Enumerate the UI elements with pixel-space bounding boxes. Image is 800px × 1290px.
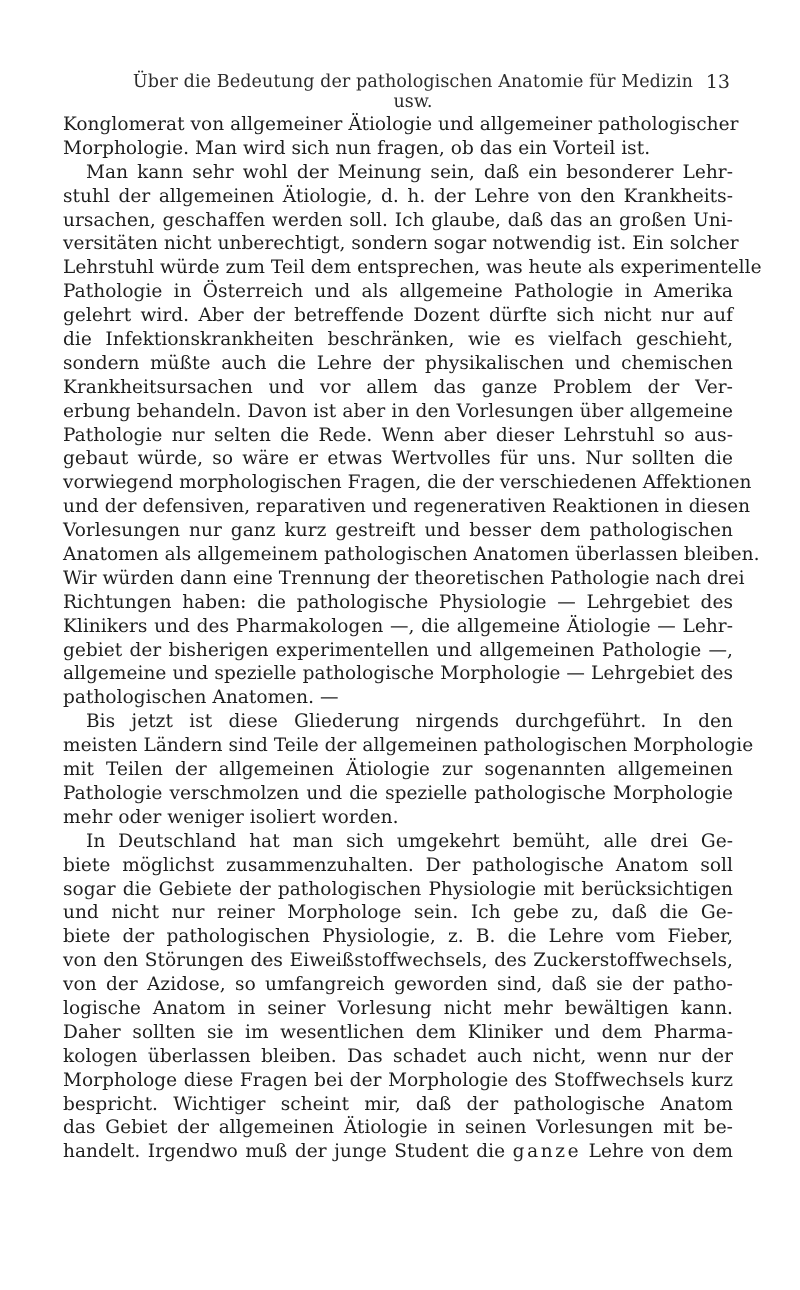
text-line: bespricht. Wichtiger scheint mir, daß der pathologische Anatom (63, 1093, 733, 1115)
text-line: Richtungen haben: die pathologische Physiologie — Lehrgebiet des (63, 591, 733, 613)
text-line: Konglomerat von allgemeiner Ätiologie und allgemeiner pathologischer (63, 114, 739, 135)
text-line: Krankheitsursachen und vor allem das ganze Problem der Ver- (63, 376, 733, 398)
text-line: von der Azidose, so umfangreich geworden sind, daß sie der patho- (63, 974, 733, 996)
body-text (63, 113, 762, 1164)
text-line: pathologischen Anatomen. — (63, 687, 339, 709)
paragraph-first-line: Bis jetzt ist diese Gliederung nirgends durchgeführt. In den (86, 711, 733, 733)
text-line (63, 1140, 733, 1164)
text-line: allgemeine und spezielle pathologische Morphologie — Lehrgebiet des (63, 663, 733, 685)
text-line: sogar die Gebiete der pathologischen Physiologie mit berücksichtigen (63, 878, 733, 900)
text-line: Klinikers und des Pharmakologen —, die allgemeine Ätiologie — Lehr- (63, 615, 733, 637)
text-line: sondern müßte auch die Lehre der physikalischen und chemischen (63, 352, 733, 374)
text-segment: handelt. Irgendwo muß der junge Student die (63, 1141, 506, 1163)
text-line: und nicht nur reiner Morphologe sein. Ich gebe zu, daß die Ge- (63, 902, 733, 924)
running-head (113, 71, 730, 112)
page-number: 13 (705, 71, 730, 93)
text-line: mit Teilen der allgemeinen Ätiologie zur sogenannten allgemeinen (63, 759, 733, 781)
text-line: die Infektionskrankheiten beschränken, wie es vielfach geschieht, (63, 329, 733, 351)
text-line: Pathologie in Österreich und als allgemeine Pathologie in Amerika (63, 281, 733, 303)
text-line: Morphologe diese Fragen bei der Morphologie des Stoffwechsels kurz (63, 1069, 733, 1091)
text-line: kologen überlassen bleiben. Das schadet auch nicht, wenn nur der (63, 1045, 733, 1067)
text-line: logische Anatom in seiner Vorlesung nicht mehr bewältigen kann. (63, 997, 733, 1019)
paragraph-first-line: In Deutschland hat man sich umgekehrt bemüht, alle drei Ge- (86, 830, 733, 852)
paragraph-first-line: Man kann sehr wohl der Meinung sein, daß ein besonderer Lehr- (86, 161, 733, 183)
text-segment: Lehre von dem (588, 1141, 733, 1163)
text-line: Wir würden dann eine Trennung der theoretischen Pathologie nach drei (63, 567, 745, 589)
text-line: ursachen, geschaffen werden soll. Ich glaube, daß das an großen Uni- (63, 209, 733, 231)
text-line: Morphologie. Man wird sich nun fragen, ob das ein Vorteil ist. (63, 137, 651, 159)
text-line: mehr oder weniger isoliert worden. (63, 806, 399, 828)
text-line: biete möglichst zusammenzuhalten. Der pathologische Anatom soll (63, 854, 733, 876)
text-line: und der defensiven, reparativen und regenerativen Reaktionen in diesen (63, 496, 751, 518)
text-line: Daher sollten sie im wesentlichen dem Kliniker und dem Pharma- (63, 1021, 733, 1043)
text-line: Vorlesungen nur ganz kurz gestreift und besser dem pathologischen (63, 520, 733, 542)
text-line: Pathologie verschmolzen und die spezielle pathologische Morphologie (63, 782, 733, 804)
text-line: Anatomen als allgemeinem pathologischen Anatomen überlassen bleiben. (63, 544, 760, 566)
text-line: meisten Ländern sind Teile der allgemeinen pathologischen Morphologie (63, 735, 754, 757)
text-line: stuhl der allgemeinen Ätiologie, d. h. der Lehre von den Krankheits- (63, 185, 733, 207)
text-line: Lehrstuhl würde zum Teil dem entsprechen, was heute als experimentelle (63, 257, 762, 279)
text-line: versitäten nicht unberechtigt, sondern sogar notwendig ist. Ein solcher (63, 233, 739, 255)
text-line: gelehrt wird. Aber der betreffende Dozent dürfte sich nicht nur auf (63, 305, 733, 327)
text-line: gebiet der bisherigen experimentellen und allgemeinen Pathologie —, (63, 639, 733, 661)
text-line: gebaut würde, so wäre er etwas Wertvolles für uns. Nur sollten die (63, 448, 733, 470)
text-line: erbung behandeln. Davon ist aber in den Vorlesungen über allgemeine (63, 400, 733, 422)
text-line: biete der pathologischen Physiologie, z. B. die Lehre vom Fieber, (63, 926, 733, 948)
text-line: von den Störungen des Eiweißstoffwechsels, des Zuckerstoffwechsels, (63, 950, 733, 972)
text-line: Pathologie nur selten die Rede. Wenn aber dieser Lehrstuhl so aus- (63, 424, 733, 446)
emphasized-word: ganze (512, 1141, 582, 1163)
text-line: das Gebiet der allgemeinen Ätiologie in seinen Vorlesungen mit be- (63, 1117, 733, 1139)
running-title: Über die Bedeutung der pathologischen Anatomie für Medizin usw. (132, 72, 694, 112)
text-line: vorwiegend morphologischen Fragen, die der verschiedenen Affektionen (63, 472, 752, 494)
